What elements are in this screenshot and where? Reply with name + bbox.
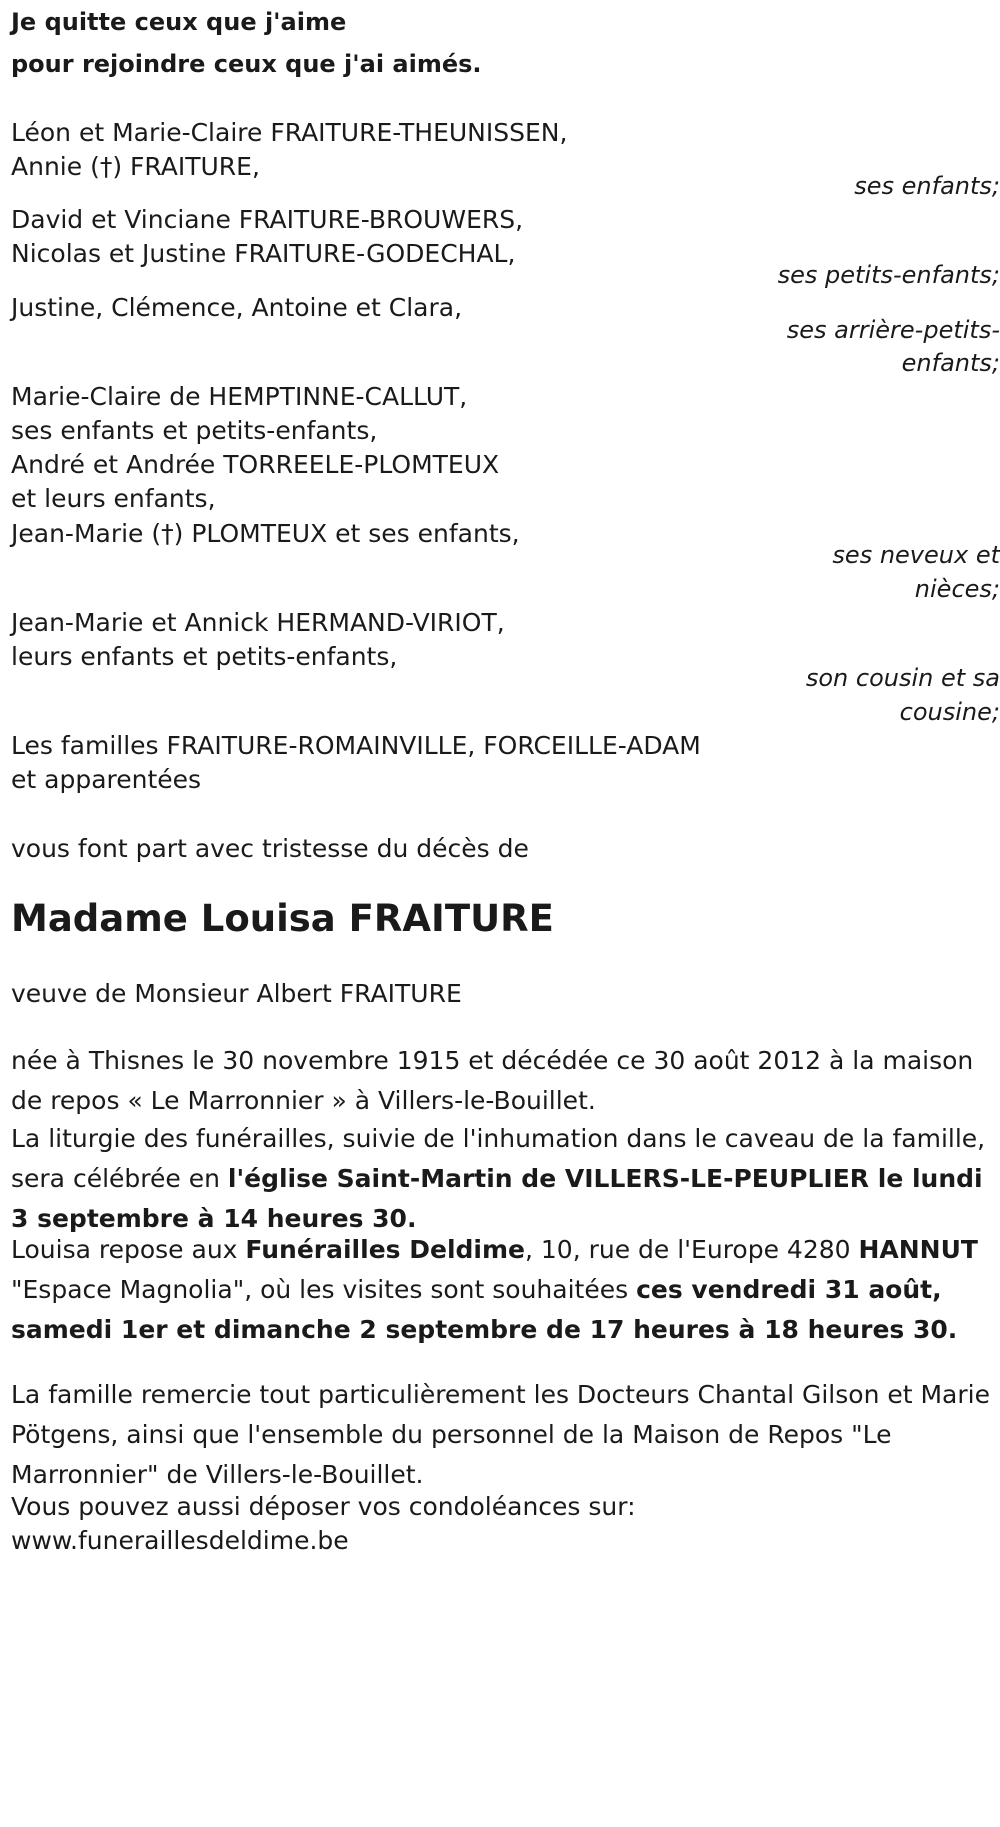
family-nephews-line-5: Jean-Marie (†) PLOMTEUX et ses enfants, <box>11 519 520 548</box>
family-others-line-2: et apparentées <box>11 765 202 794</box>
liturgy-text: La liturgie des funérailles, suivie de l'inhumation dans le caveau de la famille, sera célébrée en <box>11 1124 986 1193</box>
relation-grandchildren-text: ses petits-enfants; <box>777 261 1000 289</box>
relation-cousins-cont <box>700 692 1000 732</box>
relation-nephews-text-2: nièces; <box>914 575 1000 603</box>
relation-nephews-cont <box>700 569 1000 609</box>
relation-great-grandchildren-cont <box>700 343 1000 383</box>
family-cousins-line-2: leurs enfants et petits-enfants, <box>11 642 398 671</box>
family-grandchildren-line-2: Nicolas et Justine FRAITURE-GODECHAL, <box>11 239 516 268</box>
repose-visiting-hours: ces vendredi 31 août, samedi 1er et dimanche 2 septembre de 17 heures à 18 heures 30. <box>11 1275 958 1344</box>
deceased-name: Madame Louisa FRAITURE <box>11 897 554 940</box>
repose-city: HANNUT <box>858 1235 978 1264</box>
repose-paragraph <box>11 1230 996 1350</box>
liturgy-paragraph <box>11 1119 996 1239</box>
widow-of-text: veuve de Monsieur Albert FRAITURE <box>11 979 462 1008</box>
relation-children <box>700 166 1000 206</box>
family-children-line-1: Léon et Marie-Claire FRAITURE-THEUNISSEN, <box>11 118 568 147</box>
family-nephews-line-2: ses enfants et petits-enfants, <box>11 416 378 445</box>
family-nephews-line-1: Marie-Claire de HEMPTINNE-CALLUT, <box>11 382 468 411</box>
relation-great-grandchildren-text-1: ses arrière-petits- <box>786 316 1000 344</box>
condolences-text: Vous pouvez aussi déposer vos condoléances sur: <box>11 1492 636 1521</box>
relation-cousins-text-1: son cousin et sa <box>805 664 1000 692</box>
family-grandchildren-line-1: David et Vinciane FRAITURE-BROUWERS, <box>11 205 524 234</box>
relation-cousins-text-2: cousine; <box>899 698 1000 726</box>
family-children-line-2: Annie (†) FRAITURE, <box>11 152 260 181</box>
family-others-line-1: Les familles FRAITURE-ROMAINVILLE, FORCEILLE-ADAM <box>11 731 701 760</box>
relation-children-text: ses enfants; <box>854 172 1000 200</box>
repose-text-2: , 10, rue de l'Europe 4280 <box>524 1235 859 1264</box>
family-cousins-line-1: Jean-Marie et Annick HERMAND-VIRIOT, <box>11 608 505 637</box>
motto-line-2: pour rejoindre ceux que j'ai aimés. <box>11 50 482 78</box>
relation-nephews-text-1: ses neveux et <box>832 541 1000 569</box>
family-nephews-line-4: et leurs enfants, <box>11 484 216 513</box>
family-nephews-line-3: André et Andrée TORREELE-PLOMTEUX <box>11 450 500 479</box>
repose-text-1: Louisa repose aux <box>11 1235 246 1264</box>
motto-line-1: Je quitte ceux que j'aime <box>11 8 347 36</box>
relation-great-grandchildren-text-2: enfants; <box>901 349 1000 377</box>
family-great-grandchildren-line-1: Justine, Clémence, Antoine et Clara, <box>11 293 463 322</box>
relation-grandchildren <box>700 255 1000 295</box>
repose-funeral-home: Funérailles Deldime <box>245 1235 525 1264</box>
birth-death-paragraph: née à Thisnes le 30 novembre 1915 et décédée ce 30 août 2012 à la maison de repos « Le Marronnier » à Villers-le-Bouillet. <box>11 1046 974 1115</box>
repose-text-3: "Espace Magnolia", où les visites sont souhaitées <box>11 1275 637 1304</box>
condolences-website-link[interactable]: www.funeraillesdeldime.be <box>11 1526 349 1555</box>
announcement-text: vous font part avec tristesse du décès de <box>11 834 529 863</box>
liturgy-location-date: l'église Saint-Martin de VILLERS-LE-PEUPLIER le lundi 3 septembre à 14 heures 30. <box>11 1164 983 1233</box>
thanks-paragraph: La famille remercie tout particulièrement les Docteurs Chantal Gilson et Marie Pötgens, ainsi que l'ensemble du personnel de la Maison de Repos "Le Marronnier" de Villers-le-Bouillet. <box>11 1380 990 1489</box>
